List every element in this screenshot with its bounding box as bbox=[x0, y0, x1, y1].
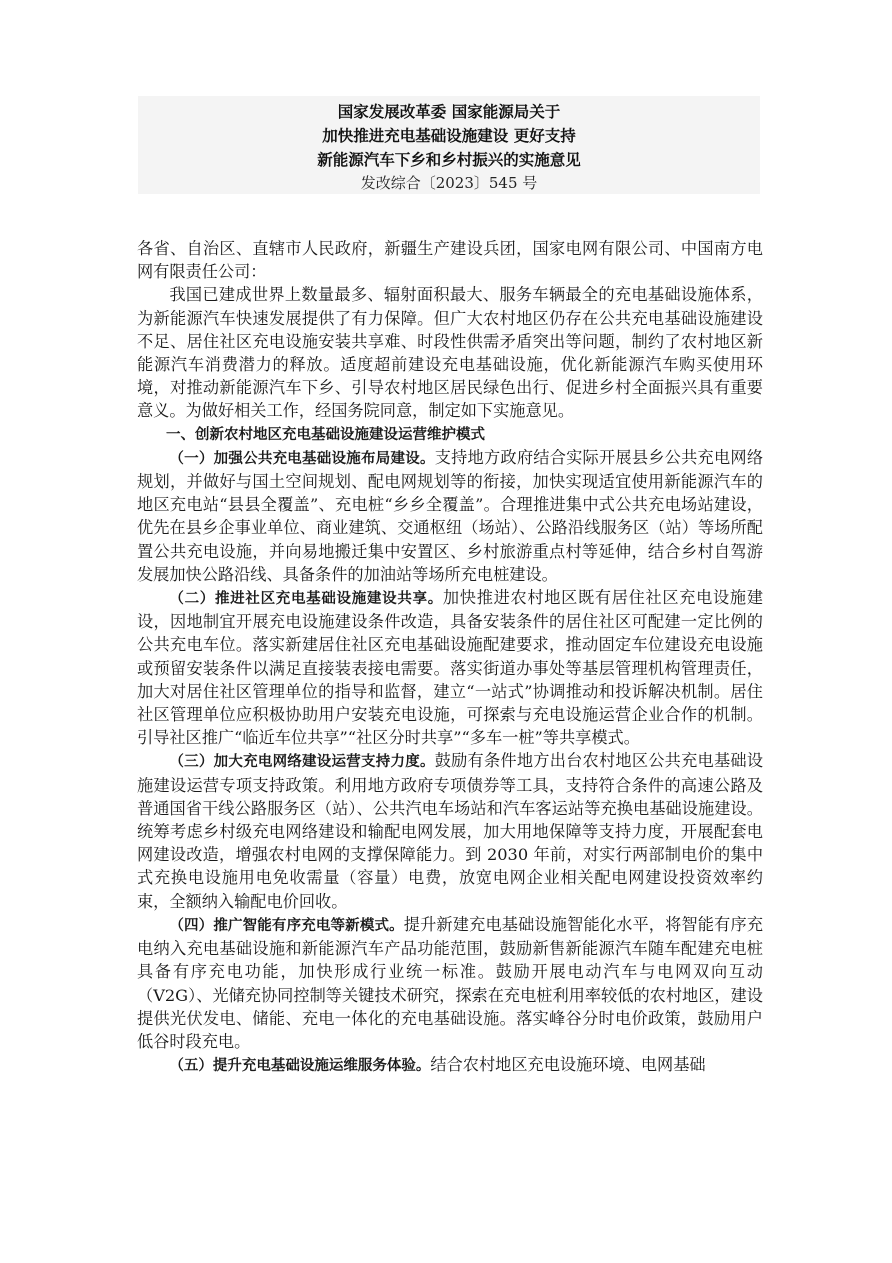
item-paragraph-1 bbox=[137, 446, 763, 586]
item-lead: （五）提升充电基础设施运维服务体验。 bbox=[169, 1057, 431, 1075]
item-paragraph-3 bbox=[137, 749, 763, 912]
item-text: 加快推进农村地区既有居住社区充电设施建设，因地制宜开展充电设施建设条件改造，具备安装条件的居住社区可配建一定比例的公共充电车位。落实新建居住社区充电基础设施配建要求，推动固定车位建设充电设施或预留安装条件以满足直接装表接电需要。落实街道办事处等基层管理机构管理责任，加大对居住社区管理单位的指导和监督，建立“一站式”协调推动和投诉解决机制。居住社区管理单位应积极协助用户安装充电设施，可探索与充电设施运营企业合作的机制。引导社区推广“临近车位共享”“社区分时共享”“多车一桩”等共享模式。 bbox=[137, 588, 764, 748]
document-title-line-1: 国家发展改革委 国家能源局关于 bbox=[337, 102, 561, 121]
document-title-line-2: 加快推进充电基础设施建设 更好支持 bbox=[322, 126, 576, 145]
item-text: 提升新建充电基础设施智能化水平，将智能有序充电纳入充电基础设施和新能源汽车产品功能范围，鼓励新售新能源汽车随车配建充电桩具备有序充电功能，加快形成行业统一标准。鼓励开展电动汽车与电网双向互动（V2G）、光储充协同控制等关键技术研究，探索在充电桩利用率较低的农村地区，建设提供光伏发电、储能、充电一体化的充电基础设施。落实峰谷分时电价政策，鼓励用户低谷时段充电。 bbox=[137, 914, 764, 1051]
item-lead: （二）推进社区充电基础设施建设共享。 bbox=[169, 590, 443, 608]
title-block bbox=[138, 96, 760, 194]
item-text: 鼓励有条件地方出台农村地区公共充电基础设施建设运营专项支持政策。利用地方政府专项债券等工具，支持符合条件的高速公路及普通国省干线公路服务区（站）、公共汽电车场站和汽车客运站等充换电基础设施建设。统筹考虑乡村级充电网络建设和输配电网发展，加大用地保障等支持力度，开展配套电网建设改造，增强农村电网的支撑保障能力。到 2030 年前，对实行两部制电价的集中式充换电设施用电免收需量（容量）电费，放宽电网企业相关配电网建设投资效率约束，全额纳入输配电价回收。 bbox=[137, 751, 764, 911]
item-lead: （三）加大充电网络建设运营支持力度。 bbox=[169, 753, 435, 771]
item-text: 结合农村地区充电设施环境、电网基础 bbox=[430, 1055, 706, 1075]
addressee-paragraph: 各省、自治区、直辖市人民政府，新疆生产建设兵团，国家电网有限公司、中国南方电网有限责任公司： bbox=[137, 239, 763, 282]
document-body bbox=[137, 237, 763, 1077]
item-lead: （四）推广智能有序充电等新模式。 bbox=[169, 916, 404, 934]
item-paragraph-4 bbox=[137, 913, 763, 1053]
intro-paragraph: 我国已建成世界上数量最多、辐射面积最大、服务车辆最全的充电基础设施体系，为新能源汽车快速发展提供了有力保障。但广大农村地区仍存在公共充电基础设施建设不足、居住社区充电设施安装共享难、时段性供需矛盾突出等问题，制约了农村地区新能源汽车消费潜力的释放。适度超前建设充电基础设施，优化新能源汽车购买使用环境，对推动新能源汽车下乡、引导农村地区居民绿色出行、促进乡村全面振兴具有重要意义。为做好相关工作，经国务院同意，制定如下实施意见。 bbox=[137, 285, 763, 421]
document-title-line-3: 新能源汽车下乡和乡村振兴的实施意见 bbox=[317, 150, 581, 169]
item-text: 支持地方政府结合实际开展县乡公共充电网络规划，并做好与国土空间规划、配电网规划等的衔接，加快实现适宜使用新能源汽车的地区充电站“县县全覆盖”、充电桩“乡乡全覆盖”。合理推进集中式公共充电场站建设，优先在县乡企事业单位、商业建筑、交通枢纽（场站）、公路沿线服务区（站）等场所配置公共充电设施，并向易地搬迁集中安置区、乡村旅游重点村等延伸，结合乡村自驾游发展加快公路沿线、具备条件的加油站等场所充电桩建设。 bbox=[137, 447, 764, 584]
item-lead: （一）加强公共充电基础设施布局建设。 bbox=[169, 449, 435, 467]
item-paragraph-5 bbox=[137, 1053, 763, 1077]
section-heading: 一、创新农村地区充电基础设施建设运营维护模式 bbox=[166, 425, 485, 443]
item-paragraph-2 bbox=[137, 586, 763, 749]
document-number: 发改综合〔2023〕545 号 bbox=[360, 174, 538, 192]
